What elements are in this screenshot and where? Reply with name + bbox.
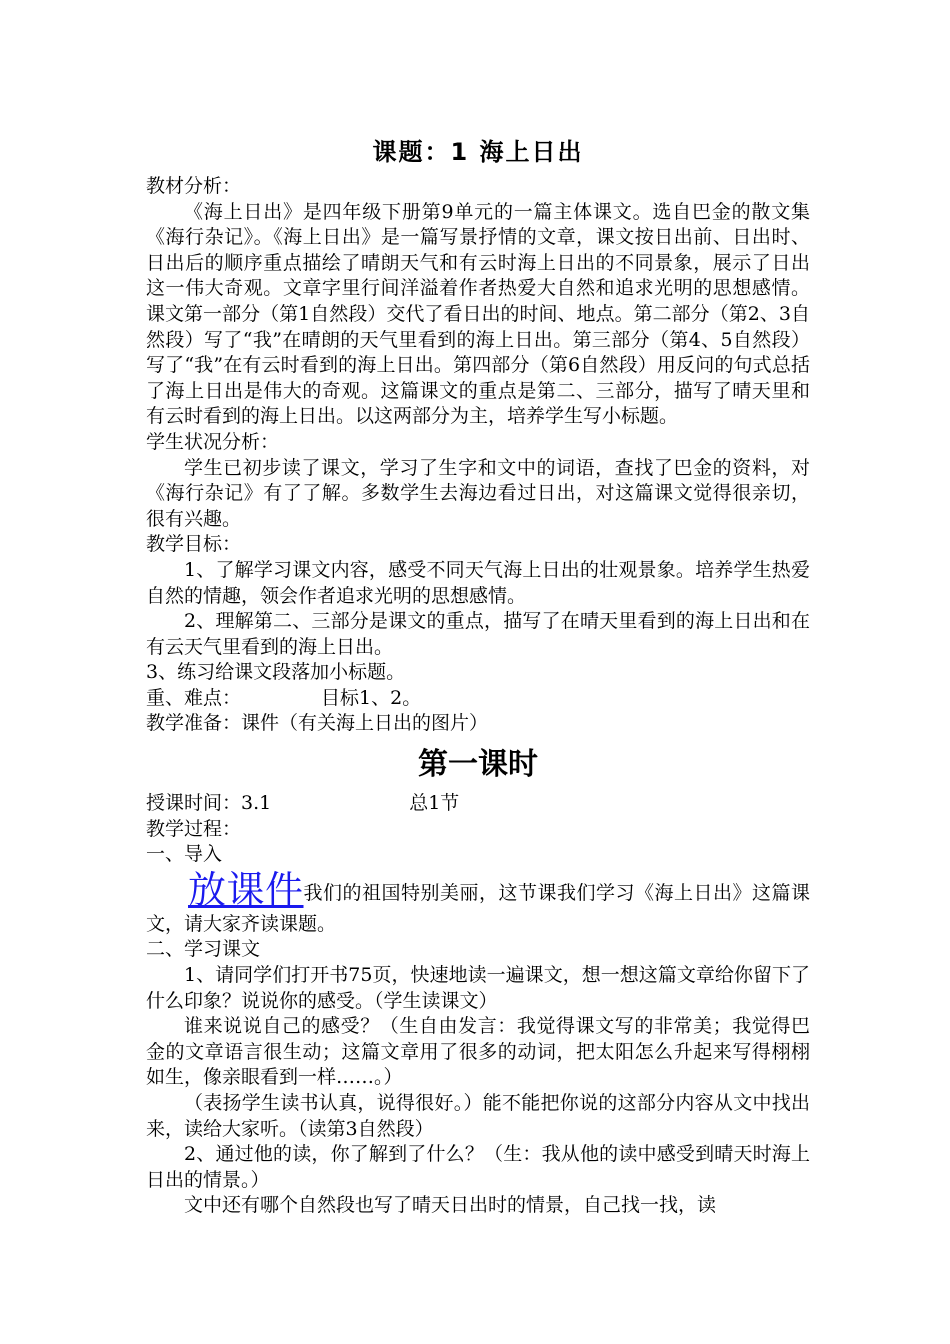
step2-paragraph-5: 文中还有哪个自然段也写了晴天日出时的情景，自己找一找，读	[184, 1194, 717, 1217]
document-page	[146, 130, 810, 1219]
lesson-time-row	[146, 791, 810, 817]
step2-paragraph-1: 1、请同学们打开书75页，快速地读一遍课文，想一想这篇文章给你留下了什么印象？说说你的感受。（学生读课文）	[146, 964, 810, 1012]
step2-paragraph-2: 谁来说说自己的感受？（生自由发言：我觉得课文写的非常美；我觉得巴金的文章语言很生动；这篇文章用了很多的动词，把太阳怎么升起来写得栩栩如生，像亲眼看到一样……。）	[146, 1015, 810, 1089]
lesson-title: 第一课时	[418, 747, 538, 783]
goal-3: 3、练习给课文段落加小标题。	[146, 661, 406, 684]
goal-2: 2、理解第二、三部分是课文的重点，描写了在晴天里看到的海上日出和在有云天气里看到的海上日出。	[146, 610, 810, 658]
lesson-time: 授课时间：3.1	[146, 792, 272, 815]
student-heading: 学生状况分析：	[146, 430, 280, 453]
step2-heading: 二、学习课文	[146, 938, 261, 961]
lesson-total: 总1节	[409, 792, 460, 815]
goals-heading: 教学目标：	[146, 533, 242, 556]
process-heading: 教学过程：	[146, 817, 242, 840]
step1-heading: 一、导入	[146, 843, 223, 866]
material-paragraph: 《海上日出》是四年级下册第9单元的一篇主体课文。选自巴金的散文集《海行杂记》。《海上日出》是一篇写景抒情的文章，课文按日出前、日出时、日出后的顺序重点描绘了晴朗天气和有云时海上日出的不同景象，展示了日出这一伟大奇观。文章字里行间洋溢着作者热爱大自然和追求光明的思想感情。课文第一部分（第1自然段）交代了看日出的时间、地点。第二部分（第2、3自然段）写了“我”在晴朗的天气里看到的海上日出。第三部分（第4、5自然段）写了“我”在有云时看到的海上日出。第四部分（第6自然段）用反问的句式总括了海上日出是伟大的奇观。这篇课文的重点是第二、三部分，描写了晴天里和有云时看到的海上日出。以这两部分为主，培养学生写小标题。	[146, 200, 810, 428]
play-courseware-link[interactable]: 放课件	[188, 867, 304, 912]
intro-text: 我们的祖国特别美丽，这节课我们学习《海上日出》这篇课文，请大家齐读课题。	[146, 881, 810, 935]
intro-paragraph	[146, 868, 810, 938]
key-points-row	[146, 686, 810, 712]
page-title: 课题：1 海上日出	[372, 138, 584, 166]
material-heading: 教材分析：	[146, 175, 242, 197]
goal-1: 1、了解学习课文内容，感受不同天气海上日出的壮观景象。培养学生热爱自然的情趣，领会作者追求光明的思想感情。	[146, 558, 810, 607]
student-paragraph: 学生已初步读了课文，学习了生字和文中的词语，查找了巴金的资料，对《海行杂记》有了了解。多数学生去海边看过日出，对这篇课文觉得很亲切，很有兴趣。	[146, 456, 810, 530]
teaching-prep: 教学准备：课件（有关海上日出的图片）	[146, 712, 489, 735]
step2-paragraph-4: 2、通过他的读，你了解到了什么？（生：我从他的读中感受到晴天时海上日出的情景。）	[146, 1143, 810, 1191]
key-points-value: 目标1、2。	[321, 686, 422, 709]
key-points-label: 重、难点：	[146, 686, 242, 709]
step2-paragraph-3: （表扬学生读书认真，说得很好。）能不能把你说的这部分内容从文中找出来，读给大家听。（读第3自然段）	[146, 1092, 810, 1140]
